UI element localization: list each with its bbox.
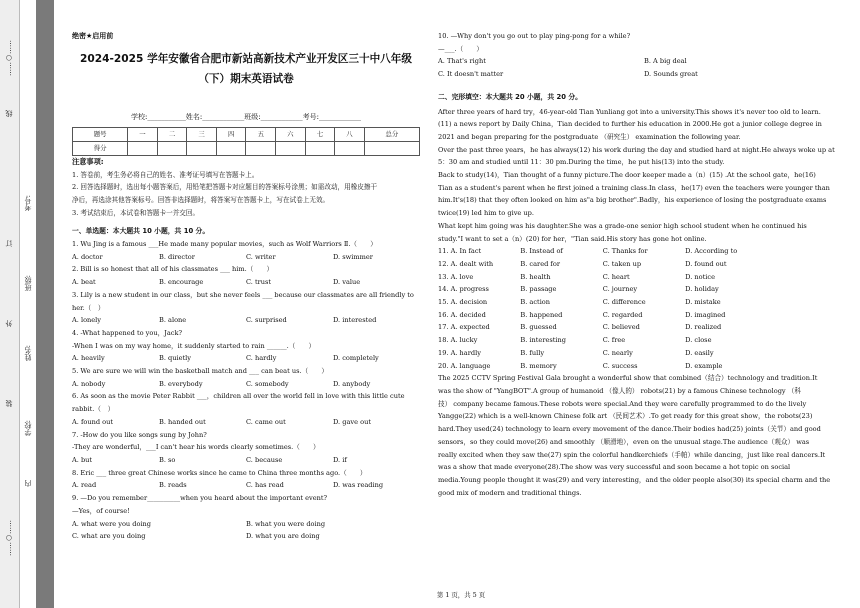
score-table-score-row	[73, 142, 420, 156]
option: B. everybody	[159, 379, 203, 388]
score-table-empty-cell	[157, 142, 187, 156]
exam-page	[66, 0, 856, 608]
cloze-option: B. health	[520, 272, 551, 281]
option: D. swimmer	[333, 252, 373, 261]
option: B. quietly	[159, 354, 191, 363]
option: D. Sounds great	[644, 70, 698, 79]
cloze-option: B. Instead of	[520, 247, 563, 256]
option: C. hardly	[246, 354, 277, 363]
cloze-option: D. realized	[685, 323, 722, 332]
option: A. but	[72, 455, 93, 464]
option: B. A big deal	[644, 57, 687, 66]
score-table-header-cell: 题号	[73, 128, 128, 142]
passage-line: Yangge(22) which is a well-known Chinese folk art （民间艺术）.To get ready for this great show，the robots(23)	[438, 412, 813, 421]
option: A. doctor	[72, 252, 103, 261]
exam-title-line1: 2024-2025 学年安徽省合肥市新站高新技术产业开发区三十中八年级	[80, 52, 412, 65]
score-table	[72, 127, 420, 155]
cloze-option: 13. A. love	[438, 272, 474, 281]
option: D. anybody	[333, 379, 371, 388]
passage-line: was the show of "YangBOT".A group of humanoid （像人的） robots(21) by a famous Chinese technology （科	[438, 386, 801, 395]
cloze-option-row	[438, 334, 850, 347]
right-column	[438, 30, 850, 499]
passage-line: him.It's(18) that they often looked on him as"a big brother".Badly，his experience of losing the postgraduate exams	[438, 196, 827, 205]
student-info-line: 学校:___________姓名:____________班级:____________考号:____________	[131, 112, 361, 121]
binding-line-label: 线	[5, 110, 13, 117]
cloze-option: B. action	[520, 298, 551, 307]
option: C. surprised	[246, 316, 287, 325]
binding-strip-outer	[0, 0, 20, 608]
passage-line: sensors，so they could move(26) and smoothly （顺滑地），even on the unusual stage.The audience（观众） was	[438, 437, 810, 446]
score-table-empty-cell	[246, 142, 276, 156]
passage-line: really excited when they saw the(27) spin the colorful handkerchiefs（手帕）while dancing，just like real dancers.It	[438, 450, 826, 459]
cloze-option: 12. A. dealt with	[438, 259, 494, 268]
binding-margin	[0, 0, 56, 608]
binding-dots: ……○……	[5, 40, 13, 76]
q10-options	[438, 55, 850, 80]
section1-questions	[72, 238, 420, 543]
options-row	[72, 276, 420, 289]
option: A. That's right	[438, 57, 486, 66]
section2-heading: 二、完形填空：本大题共 20 小题，共 20 分。	[438, 92, 582, 101]
cloze-option: D. According to	[685, 247, 738, 256]
cloze-option: 11. A. In fact	[438, 247, 482, 256]
score-table-label-cell: 得分	[73, 142, 128, 156]
cloze-option: 19. A. hardly	[438, 348, 481, 357]
notice-item: 1. 答卷前，考生务必将自己的姓名、准考证号填写在答题卡上。	[72, 170, 259, 179]
cloze-option: 14. A. progress	[438, 285, 489, 294]
options-row	[72, 314, 420, 327]
option: A. lonely	[72, 316, 102, 325]
cloze-option: 17. A. expected	[438, 323, 490, 332]
passage-line: What kept him going was his daughter.She was a grade-one senior high school student when he continued his	[438, 221, 807, 230]
cloze-option: 18. A. lucky	[438, 336, 478, 345]
question-stem: 9. —Do you remember__________when you heard about the important event?	[72, 494, 328, 503]
passage-line: 5：30 am and studied until 11：30 pm.During the time，he put his(13) into the study.	[438, 158, 725, 167]
cloze-passage-1	[438, 106, 850, 246]
cloze-option: C. free	[602, 336, 626, 345]
cloze-option-row	[438, 296, 850, 309]
options-row	[72, 479, 420, 492]
passage-line: was a show that made everyone(28).The show was very successful and soon became a hot topic on social	[438, 463, 791, 472]
passage-line: The 2025 CCTV Spring Festival Gala brought a wonderful show that combined（结合）technology and tradition.It	[438, 374, 818, 383]
cloze-option: C. Thanks for	[602, 247, 648, 256]
option: D. what you are doing	[246, 532, 320, 541]
score-table-header-cell: 二	[157, 128, 187, 142]
score-table-empty-cell	[364, 142, 419, 156]
options-row	[72, 378, 420, 391]
score-table-header-cell: 八	[335, 128, 365, 142]
cloze-option: C. heart	[602, 272, 630, 281]
cloze-passage-2	[438, 372, 850, 499]
notice-list	[72, 169, 420, 220]
notice-item: 2. 回答选择题时，选出每小题答案后，用铅笔把答题卡对应题目的答案标号涂黑；如需改动，用橡皮擦干	[72, 183, 378, 192]
cloze-option: B. guessed	[520, 323, 557, 332]
passage-line: hard.They used(24) technology to learn every movement of the dance.Their bodies had(25) joints（关节）and good	[438, 425, 821, 434]
cloze-option: D. imagined	[685, 310, 726, 319]
cloze-option-row	[438, 245, 850, 258]
option: B. alone	[159, 316, 187, 325]
binding-strip-dark	[36, 0, 54, 608]
secret-mark: 绝密★启用前	[72, 32, 114, 40]
cloze-option: C. difference	[602, 298, 646, 307]
notice-item: 3. 考试结束后，本试卷和答题卡一并交回。	[72, 208, 200, 217]
option: A. read	[72, 481, 97, 490]
options-row	[72, 454, 420, 467]
cloze-option: D. found out	[685, 259, 727, 268]
cloze-option: B. cared for	[520, 259, 560, 268]
options-row	[72, 251, 420, 264]
binding-outer-label: 外	[5, 320, 13, 327]
cloze-option-row	[438, 360, 850, 373]
passage-line: 2021 and began preparing for the postgraduate （研究生） examination the following year.	[438, 132, 741, 141]
option: C. trust	[246, 278, 272, 287]
option: C. came out	[246, 417, 286, 426]
cloze-option: 15. A. decision	[438, 298, 488, 307]
option: C. because	[246, 455, 283, 464]
question-stem: 1. Wu Jing is a famous ___He made many popular movies，such as Wolf Warriors Ⅱ.（ ）	[72, 240, 377, 249]
passage-line: (11) a news report by Daily China，Tian decided to further his education in 2000.He got a junior college degree in	[438, 120, 822, 129]
option: B. reads	[159, 481, 187, 490]
score-table-header-cell: 三	[187, 128, 217, 142]
option: C. writer	[246, 252, 276, 261]
q10-stem2: —___.（ ）	[438, 44, 483, 53]
question-stem: 7. -How do you like songs sung by John?	[72, 430, 207, 439]
question-stem-line2: -They are wonderful，___I can't hear his words clearly sometimes.（ ）	[72, 443, 320, 452]
passage-line: twice(19) led him to give up.	[438, 209, 534, 218]
question-stem: 8. Eric ___ three great Chinese works since he came to China three months ago.（ ）	[72, 468, 367, 477]
score-table-empty-cell	[216, 142, 246, 156]
binding-bind-label: 装	[5, 400, 13, 407]
options-row	[72, 530, 420, 543]
question-stem: 4. -What happened to you，Jack?	[72, 328, 182, 337]
cloze-option-row	[438, 347, 850, 360]
cloze-option: B. fully	[520, 348, 545, 357]
option: A. heavily	[72, 354, 105, 363]
binding-school: 学校:	[24, 420, 32, 437]
option: C. somebody	[246, 379, 289, 388]
cloze-option-row	[438, 321, 850, 334]
option: D. if	[333, 455, 347, 464]
option: C. has read	[246, 481, 284, 490]
exam-title-line2: （下）期末英语试卷	[198, 72, 294, 85]
passage-line: good mix of modern and traditional things.	[438, 488, 582, 497]
option: B. so	[159, 455, 176, 464]
option: B. what you were doing	[246, 519, 326, 528]
section1-heading: 一、单选题：本大题共 10 小题，共 10 分。	[72, 227, 210, 236]
notice-heading: 注意事项:	[72, 156, 104, 166]
binding-class: 班级:	[24, 275, 32, 292]
option: A. nobody	[72, 379, 106, 388]
binding-inner-label: 内	[24, 480, 32, 487]
cloze-option: D. example	[685, 361, 723, 370]
cloze-option: C. success	[602, 361, 638, 370]
option: D. gave out	[333, 417, 371, 426]
score-table-header-row	[73, 128, 420, 142]
question-stem: 6. As soon as the movie Peter Rabbit ___，children all over the world fell in love with this little cute rabbit.（ ）	[72, 392, 405, 414]
options-row	[72, 352, 420, 365]
question-stem-line2: -When I was on my way home，it suddenly started to rain ______.（ ）	[72, 341, 316, 350]
cloze-option: C. taken up	[602, 259, 642, 268]
option: D. was reading	[333, 481, 384, 490]
passage-line: 技） company became famous.These robots were special.And they were carefully programmed to do the lively	[438, 399, 807, 408]
cloze-option-row	[438, 258, 850, 271]
passage-line: Back to study(14)，Tian thought of a funny picture.The door keeper made a（n）(15) .At the school gate，he(16)	[438, 171, 816, 180]
passage-line: Tian as a student's parent when he first joined a training class.In class，he(17) even the teachers were younger than	[438, 183, 830, 192]
binding-seal-label: 订	[5, 240, 13, 247]
question-stem: 3. Lily is a new student in our class，but she never feels ___ because our classmates are all friendly to her.（ ）	[72, 290, 414, 312]
option: A. what were you doing	[72, 519, 152, 528]
passage-line: study."I want to set a（n）(20) for her，"Tian said.His story has gone hot online.	[438, 234, 707, 243]
cloze-option: 20. A. language	[438, 361, 491, 370]
score-table-empty-cell	[335, 142, 365, 156]
option: C. what are you doing	[72, 532, 146, 541]
option: B. encourage	[159, 278, 204, 287]
option: D. interested	[333, 316, 377, 325]
cloze-option: D. holiday	[685, 285, 719, 294]
binding-name: 姓名:	[24, 345, 32, 362]
score-table-header-cell: 五	[246, 128, 276, 142]
cloze-option: B. passage	[520, 285, 557, 294]
option: B. director	[159, 252, 195, 261]
option: D. completely	[333, 354, 379, 363]
option: A. found out	[72, 417, 114, 426]
cloze-option: 16. A. decided	[438, 310, 486, 319]
options-row	[72, 518, 420, 531]
binding-dots-2: ……○……	[5, 520, 13, 556]
cloze-option: B. happened	[520, 310, 563, 319]
cloze-option: C. journey	[602, 285, 638, 294]
passage-line: Over the past three years，he has always(12) his work during the day and studied hard at night.He always woke up at	[438, 145, 835, 154]
options-row	[438, 55, 850, 68]
notice-item: 净后，再选涂其他答案标号。回答非选择题时，将答案写在答题卡上，写在试卷上无效。	[72, 195, 330, 204]
left-column	[72, 30, 420, 543]
score-table-empty-cell	[187, 142, 217, 156]
passage-line: media.Young people thought it was(29) and very interesting，and the older people also(30) its special charm and the	[438, 475, 831, 484]
option: D. value	[333, 278, 361, 287]
binding-exam-no: 考号:	[24, 195, 32, 212]
score-table-header-cell: 一	[128, 128, 158, 142]
option: A. beat	[72, 278, 96, 287]
score-table-empty-cell	[276, 142, 306, 156]
option: C. It doesn't matter	[438, 70, 504, 79]
options-row	[438, 68, 850, 81]
options-row	[72, 416, 420, 429]
option: B. handed out	[159, 417, 206, 426]
cloze-option: C. regarded	[602, 310, 643, 319]
cloze-option: D. close	[685, 336, 712, 345]
question-stem: 5. We are sure we will win the basketball match and ___ can beat us.（ ）	[72, 367, 328, 376]
q10-stem: 10. —Why don't you go out to play ping-pong for a while?	[438, 32, 631, 40]
page-footer: 第 1 页，共 5 页	[436, 591, 486, 599]
cloze-option: D. easily	[685, 348, 714, 357]
question-stem: 2. Bill is so honest that all of his classmates ___ him.（ ）	[72, 265, 274, 274]
passage-line: After three years of hard try，46-year-old Tian Yunliang got into a university.This shows it's never too old to learn.	[438, 107, 821, 116]
cloze-option: D. mistake	[685, 298, 721, 307]
score-table-empty-cell	[128, 142, 158, 156]
score-table-header-cell: 六	[276, 128, 306, 142]
cloze-option: B. interesting	[520, 336, 566, 345]
question-stem-line2: —Yes，of course!	[72, 506, 130, 515]
cloze-option-row	[438, 309, 850, 322]
score-table-header-cell: 四	[216, 128, 246, 142]
score-table-empty-cell	[305, 142, 335, 156]
score-table-header-cell: 总分	[364, 128, 419, 142]
score-table-header-cell: 七	[305, 128, 335, 142]
cloze-option-row	[438, 271, 850, 284]
cloze-options	[438, 245, 850, 372]
cloze-option: B. memory	[520, 361, 557, 370]
cloze-option: C. nearly	[602, 348, 633, 357]
cloze-option: C. believed	[602, 323, 640, 332]
cloze-option: D. notice	[685, 272, 715, 281]
cloze-option-row	[438, 283, 850, 296]
